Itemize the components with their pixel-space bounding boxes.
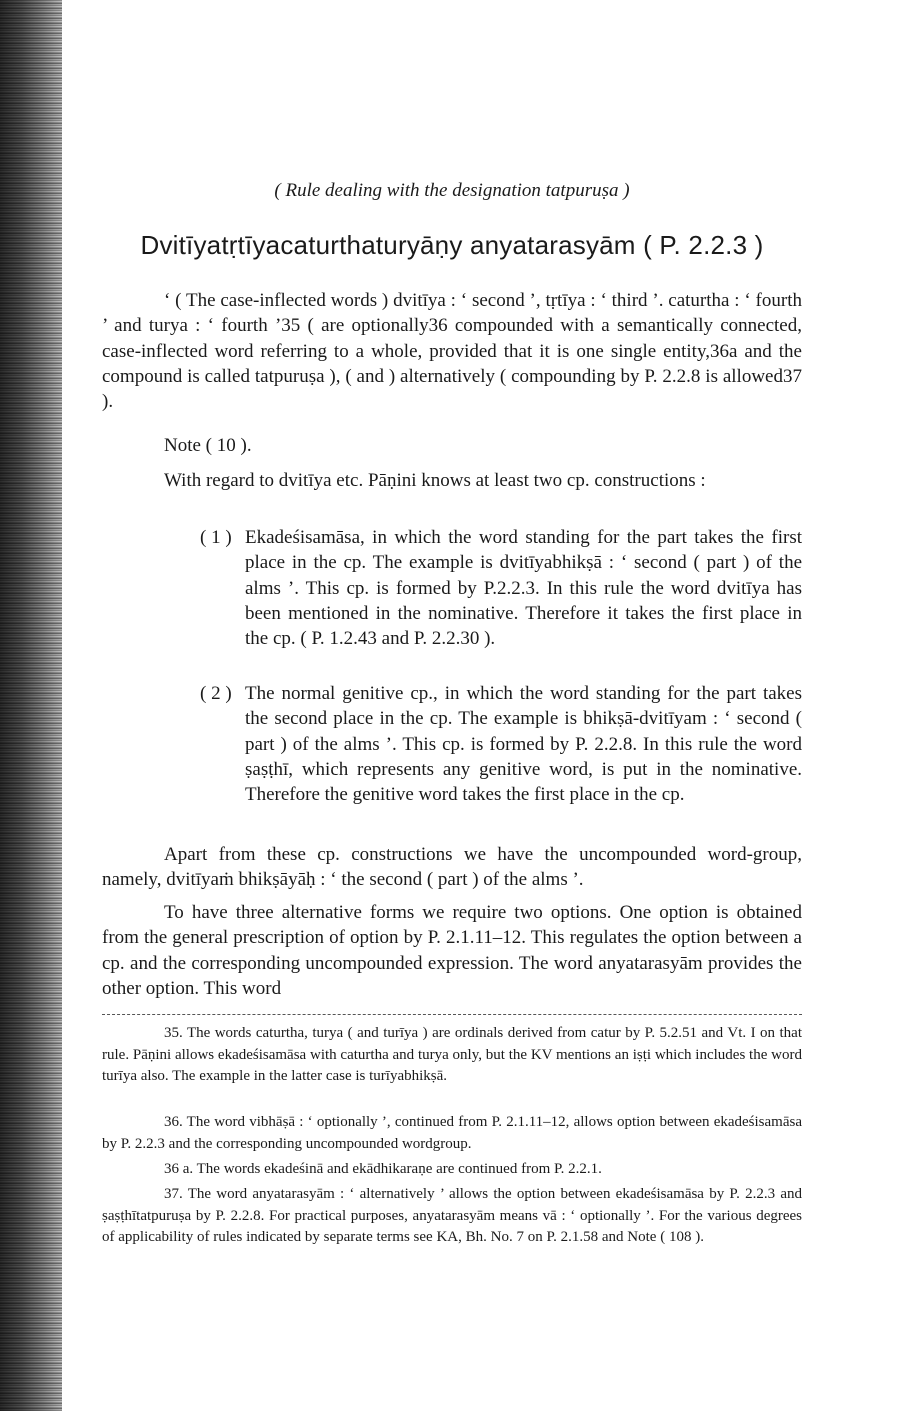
list-item (200, 525, 802, 651)
list-item-text: Ekadeśisamāsa, in which the word standing for the part takes the first place in the cp. The example is dvitīyabhikṣā : ‘ second ( part ) of the alms ’. This cp. is formed by P.2.2.3. In this rule the word dvitīya has been mentioned in the nominative. Therefore it takes the first place in the cp. ( P. 1.2.43 and P. 2.2.30 ). (245, 527, 802, 650)
rule-title: Dvitīyatṛtīyacaturthaturyāṇy anyatarasyām ( P. 2.2.3 ) (140, 230, 764, 260)
list-item (200, 681, 802, 807)
footnote-35: 35. The words caturtha, turya ( and turīya ) are ordinals derived from catur by P. 5.2.51 and Vt. I on that rule. Pāṇini allows ekadeśisamāsa with caturtha and turya only, but the KV mentions an iṣṭi which includes the word turīya also. The example in the latter case is turīyabhikṣā. (102, 1025, 802, 1084)
paragraph-translation: ‘ ( The case-inflected words ) dvitīya : ‘ second ’, tṛtīya : ‘ third ’. caturtha : ‘ fourth ’ and turya : ‘ fourth ’35 ( are optionally36 compounded with a semantically connected, case-inflected word referring to a whole, provided that it is one single entity,36a and the compound is called tatpuruṣa ), ( and ) alternatively ( compounding by P. 2.2.8 is allowed37 ). (102, 290, 802, 413)
note-heading: Note ( 10 ). (164, 435, 252, 456)
footnote-36a: 36 a. The words ekadeśinā and ekādhikaraṇe are continued from P. 2.2.1. (164, 1161, 602, 1177)
list-item-text: The normal genitive cp., in which the word standing for the part takes the second place in the cp. The example is bhikṣā-dvitīyam : ‘ second ( part ) of the alms ’. This cp. is formed by P. 2.2.8. In this rule the word ṣaṣṭhī, which represents any genitive word, is put in the nominative. Therefore the genitive word takes the first place in the cp. (245, 683, 802, 806)
footnote-36: 36. The word vibhāṣā : ‘ optionally ’, continued from P. 2.1.11–12, allows option between ekadeśisamāsa by P. 2.2.3 and the corresponding uncompounded wordgroup. (102, 1114, 802, 1152)
paragraph-note-intro: With regard to dvitīya etc. Pāṇini knows at least two cp. constructions : (164, 470, 706, 491)
footnote-divider (102, 1014, 802, 1015)
footnote-37: 37. The word anyatarasyām : ‘ alternatively ’ allows the option between ekadeśisamāsa by P. 2.2.3 and ṣaṣṭhītatpuruṣa by P. 2.2.8. For practical purposes, anyatarasyām means vā : ‘ optionally ’. For the various degrees of applicability of rules indicated by separate terms see KA, Bh. No. 7 on P. 2.1.58 and Note ( 108 ). (102, 1186, 802, 1245)
scanned-binding-edge (0, 0, 62, 1411)
paragraph-options: To have three alternative forms we require two options. One option is obtained from the general prescription of option by P. 2.1.11–12. This regulates the option between a cp. and the corresponding uncompounded expression. The word anyatarasyām provides the other option. This word (102, 902, 802, 999)
rule-caption: ( Rule dealing with the designation tatpuruṣa ) (274, 180, 630, 201)
paragraph-uncompounded: Apart from these cp. constructions we have the uncompounded word-group, namely, dvitīyaṁ bhikṣāyāḥ : ‘ the second ( part ) of the alms ’. (102, 844, 802, 891)
list-item-number: ( 1 ) (200, 527, 232, 548)
list-item-number: ( 2 ) (200, 683, 232, 704)
